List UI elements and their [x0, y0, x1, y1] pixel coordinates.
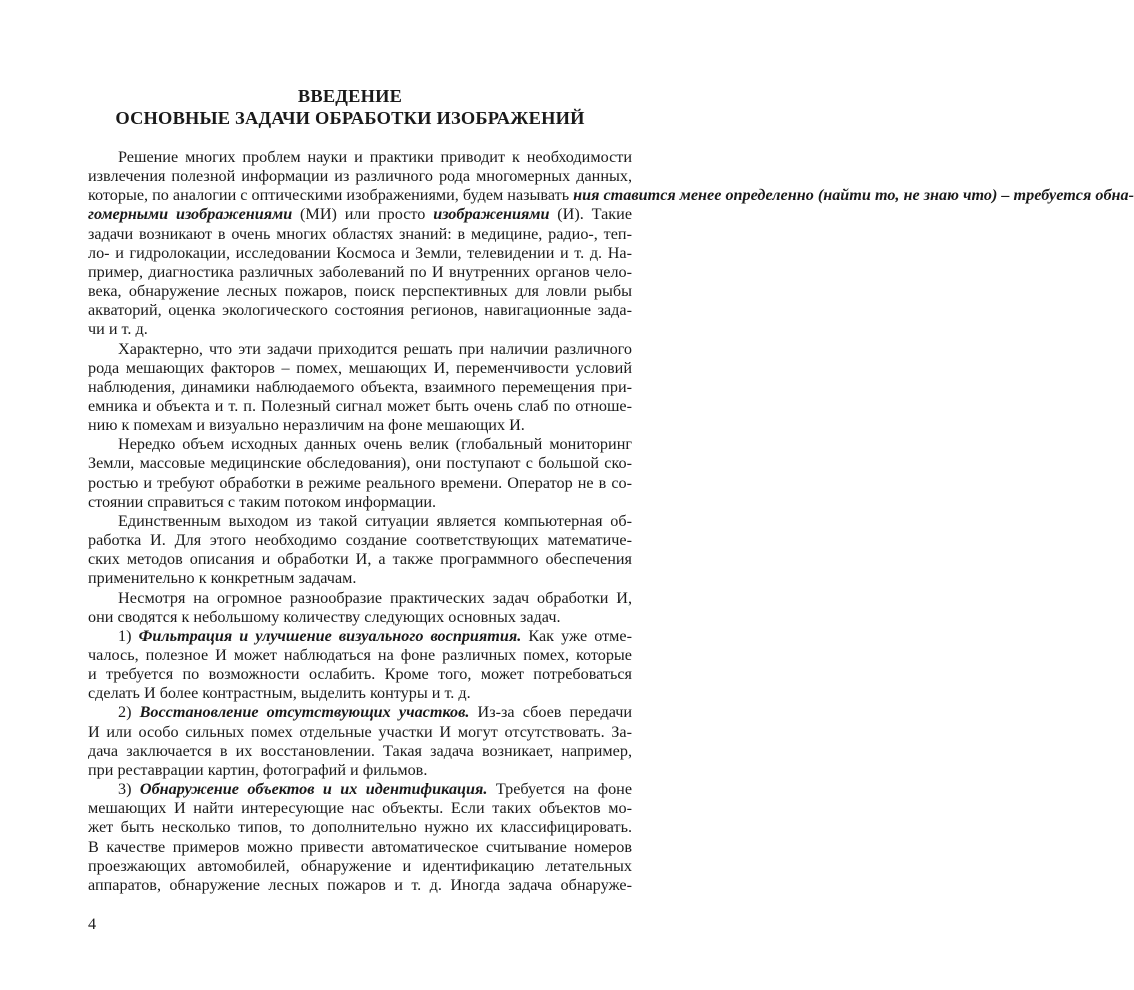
- term-filtering: Фильтрация и улучшение визуального восприятия.: [138, 627, 522, 645]
- text-line: В качестве примеров можно привести автоматическое считывание номеров: [88, 838, 632, 856]
- item-number: 1): [118, 627, 132, 645]
- text-line: проезжающих автомобилей, обнаружение и идентификацию летательных: [88, 857, 632, 875]
- text-line: при реставрации картин, фотографий и фильмов.: [88, 761, 428, 779]
- list-item-1: [118, 627, 632, 646]
- item-number: 3): [118, 780, 132, 798]
- text-line: жет быть несколько типов, то дополнительно нужно их классифицировать.: [88, 818, 632, 836]
- text-fragment: (МИ) или просто: [300, 205, 426, 223]
- list-item-3: [118, 780, 632, 799]
- text-line: извлечения полезной информации из различного рода многомерных данных,: [88, 167, 632, 185]
- text-fragment: Требуется на фоне: [495, 780, 633, 798]
- text-line: пример, диагностика различных заболеваний по И внутренних органов чело-: [88, 263, 632, 281]
- term-hyphen-start: ния ставится менее определенно (найти то, не знаю что) – требуется обна-: [573, 186, 1134, 204]
- text-fragment: которые, по аналогии с оптическими изображениями, будем называть: [88, 186, 570, 204]
- chapter-title: ВВЕДЕНИЕ: [297, 86, 403, 106]
- text-line: и требуется по возможности ослабить. Кроме того, может потребоваться: [88, 665, 632, 683]
- text-line: чи и т. д.: [88, 320, 148, 338]
- text-line: чалось, полезное И может наблюдаться на фоне различных помех, которые: [88, 646, 632, 664]
- text-line: работка И. Для этого необходимо создание соответствующих математиче-: [88, 531, 632, 549]
- text-line: Характерно, что эти задачи приходится решать при наличии различного: [118, 340, 632, 358]
- text-line: [88, 186, 1134, 205]
- text-line: ских методов описания и обработки И, а также программного обеспечения: [88, 550, 632, 568]
- text-line: наблюдения, динамики наблюдаемого объекта, взаимного перемещения при-: [88, 378, 632, 396]
- text-line: задачи возникают в очень многих областях знаний: в медицине, радио-, теп-: [88, 225, 632, 243]
- text-line: мешающих И найти интересующие нас объекты. Если таких объектов мо-: [88, 799, 632, 817]
- text-line: Земли, массовые медицинские обследования), они поступают с большой ско-: [88, 454, 632, 472]
- text-line: И или особо сильных помех отдельные участки И могут отсутствовать. За-: [88, 723, 632, 741]
- term-images: изображениями: [433, 205, 550, 223]
- page-number: 4: [88, 915, 97, 933]
- text-line: ло- и гидролокации, исследовании Космоса и Земли, телевидении и т. д. На-: [88, 244, 632, 262]
- text-fragment: Из-за сбоев передачи: [477, 703, 633, 721]
- text-line: стоянии справиться с таким потоком информации.: [88, 493, 437, 511]
- text-line: Нередко объем исходных данных очень велик (глобальный мониторинг: [118, 435, 632, 453]
- text-fragment: Как уже отме-: [528, 627, 633, 645]
- text-line: ростью и требуют обработки в режиме реального времени. Оператор не в со-: [88, 474, 632, 492]
- text-line: дача заключается в их восстановлении. Такая задача возникает, например,: [88, 742, 632, 760]
- term-multidimensional-images: гомерными изображениями: [88, 205, 293, 223]
- text-line: века, обнаружение лесных пожаров, поиск перспективных для ловли рыбы: [88, 282, 632, 300]
- text-line: Решение многих проблем науки и практики приводит к необходимости: [118, 148, 632, 166]
- term-detection: Обнаружение объектов и их идентификация.: [139, 780, 488, 798]
- text-line: акваторий, оценка экологического состояния регионов, навигационные зада-: [88, 301, 632, 319]
- text-line: Несмотря на огромное разнообразие практических задач обработки И,: [118, 589, 632, 607]
- text-line: рода мешающих факторов – помех, мешающих И, переменчивости условий: [88, 359, 632, 377]
- text-line: применительно к конкретным задачам.: [88, 569, 357, 587]
- item-number: 2): [118, 703, 132, 721]
- text-line: сделать И более контрастным, выделить контуры и т. д.: [88, 684, 471, 702]
- text-fragment: (И). Такие: [557, 205, 633, 223]
- text-line: аппаратов, обнаружение лесных пожаров и т. д. Иногда задача обнаруже-: [88, 876, 632, 894]
- text-line: [88, 205, 632, 224]
- text-line: Единственным выходом из такой ситуации является компьютерная об-: [118, 512, 632, 530]
- text-line: нию к помехам и визуально неразличим на фоне мешающих И.: [88, 416, 525, 434]
- text-line: емника и объекта и т. п. Полезный сигнал может быть очень слаб по отноше-: [88, 397, 632, 415]
- chapter-subtitle: ОСНОВНЫЕ ЗАДАЧИ ОБРАБОТКИ ИЗОБРАЖЕНИЙ: [115, 108, 585, 128]
- term-restoration: Восстановление отсутствующих участков.: [139, 703, 470, 721]
- text-line: они сводятся к небольшому количеству следующих основных задач.: [88, 608, 561, 626]
- list-item-2: [118, 703, 632, 722]
